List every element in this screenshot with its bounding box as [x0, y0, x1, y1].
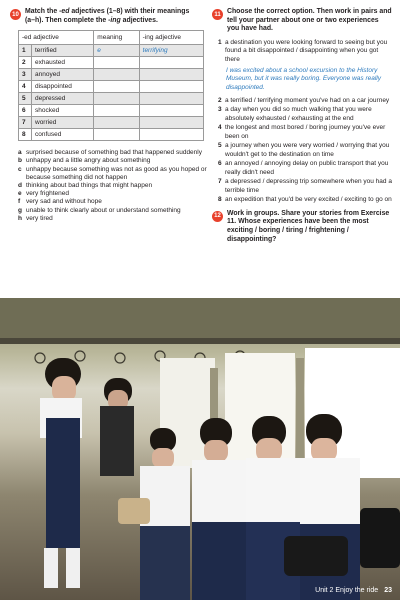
item-number: 8	[218, 196, 222, 204]
row-number: 4	[19, 81, 32, 93]
ing-adjective-cell[interactable]	[139, 81, 203, 93]
exercise-11-header	[212, 8, 392, 34]
exercise-item	[218, 178, 392, 195]
exercise-item	[218, 124, 392, 141]
item-text: a day when you did so much walking that you were absolutely exhausted / exhausting at the end	[225, 106, 372, 122]
ed-adjective-cell: depressed	[32, 93, 94, 105]
item-text: the longest and most bored / boring journey you've ever been on	[225, 124, 386, 140]
table-row	[19, 117, 204, 129]
definition-text: very tired	[26, 214, 53, 222]
item-text: a destination you were looking forward to seeing but you found a bit disappointed / disappointing when you got there	[225, 38, 388, 63]
exercise-item	[218, 196, 392, 204]
item-number: 6	[218, 160, 222, 168]
definitions-list	[18, 149, 208, 223]
item-text: a journey when you were very worried / worrying that you wouldn't get to the destination on time	[225, 142, 390, 158]
definition-item	[18, 190, 208, 198]
meaning-answer-cell[interactable]	[94, 81, 139, 93]
row-number: 1	[19, 45, 32, 57]
exercise-10-instructions: Match the -ed adjectives (1–8) with their meanings (a–h). Then complete the -ing adjectives.	[25, 8, 190, 24]
ed-adjective-cell: shocked	[32, 105, 94, 117]
ing-adjective-cell[interactable]	[139, 57, 203, 69]
ing-adjective-cell[interactable]	[139, 105, 203, 117]
table-header-row	[19, 31, 204, 45]
item-number: 1	[218, 38, 222, 46]
meaning-answer-cell[interactable]: e	[94, 45, 139, 57]
definition-item	[18, 182, 208, 190]
definition-text: unable to think clearly about or understand something	[26, 206, 181, 214]
definition-item	[18, 157, 208, 165]
exercise-11-items	[218, 38, 392, 205]
definition-letter: b	[18, 157, 22, 165]
page-footer	[315, 587, 392, 594]
exercise-item	[218, 96, 392, 105]
item-number: 2	[218, 96, 222, 104]
definition-item	[18, 215, 208, 223]
exercise-10-header	[10, 8, 200, 25]
adjective-table	[18, 30, 204, 141]
row-number: 2	[19, 57, 32, 69]
exercise-item	[218, 106, 392, 123]
col-header-meaning: meaning	[94, 31, 139, 45]
row-number: 5	[19, 93, 32, 105]
item-number: 3	[218, 106, 222, 114]
ing-adjective-cell[interactable]	[139, 117, 203, 129]
definition-text: very frightened	[26, 190, 69, 198]
meaning-answer-cell[interactable]	[94, 129, 139, 141]
meaning-answer-cell[interactable]	[94, 105, 139, 117]
definition-item	[18, 149, 208, 157]
exercise-number-badge: 10	[10, 9, 21, 20]
item-number: 7	[218, 178, 222, 186]
definition-item	[18, 207, 208, 215]
definition-letter: d	[18, 182, 22, 189]
table-row	[19, 69, 204, 81]
row-number: 3	[19, 69, 32, 81]
definition-item	[18, 166, 208, 182]
item-text: an annoyed / annoying delay on public transport that you really didn't need	[225, 160, 389, 176]
exercise-item	[218, 160, 392, 177]
definition-letter: g	[18, 206, 22, 214]
definition-letter: h	[18, 214, 22, 222]
definition-text: surprised because of something bad that happened suddenly	[26, 149, 202, 157]
exercise-item	[218, 38, 392, 64]
table-row	[19, 81, 204, 93]
meaning-answer-cell[interactable]	[94, 57, 139, 69]
row-number: 8	[19, 129, 32, 141]
unit-label: Unit 2 Enjoy the ride	[315, 587, 379, 594]
ing-adjective-cell[interactable]: terrifying	[139, 45, 203, 57]
ed-adjective-cell: confused	[32, 129, 94, 141]
row-number: 6	[19, 105, 32, 117]
item-text: a terrified / terrifying moment you've had on a car journey	[225, 96, 390, 104]
meaning-answer-cell[interactable]	[94, 117, 139, 129]
ed-adjective-cell: exhausted	[32, 57, 94, 69]
col-header-ing: -ing adjective	[139, 31, 203, 45]
definition-item	[18, 198, 208, 206]
item-number: 5	[218, 142, 222, 150]
meaning-answer-cell[interactable]	[94, 69, 139, 81]
ed-adjective-cell: annoyed	[32, 69, 94, 81]
exercise-number-badge: 11	[212, 9, 223, 20]
exercise-10	[10, 8, 207, 223]
page-number: 23	[384, 587, 392, 594]
photo-illustration	[0, 298, 400, 600]
train-students-photo	[0, 298, 400, 600]
meaning-answer-cell[interactable]	[94, 93, 139, 105]
ed-adjective-cell: disappointed	[32, 81, 94, 93]
item-text: an expedition that you'd be very excited / exciting to go on	[225, 196, 392, 204]
example-answer: I was excited about a school excursion to the History Museum, but it was really boring. Everyone was really disappointed.	[226, 67, 381, 91]
table-row	[19, 129, 204, 141]
table-row	[19, 57, 204, 69]
ing-adjective-cell[interactable]	[139, 129, 203, 141]
table-row	[19, 93, 204, 105]
exercise-12-instructions: Work in groups. Share your stories from Exercise 11. Whose experiences have been the most exciting / boring / tiring / frightening / disappointing?	[227, 209, 390, 243]
item-number: 4	[218, 124, 222, 132]
definition-letter: f	[18, 198, 21, 206]
exercise-11	[212, 8, 392, 244]
definition-text: thinking about bad things that might happen	[26, 182, 153, 189]
table-row	[19, 45, 204, 57]
definition-letter: c	[18, 165, 22, 173]
definition-text: unhappy because something was not as good as you hoped or because something did not happen	[26, 165, 207, 181]
ed-adjective-cell: worried	[32, 117, 94, 129]
exercise-item	[218, 142, 392, 159]
row-number: 7	[19, 117, 32, 129]
ing-adjective-cell[interactable]	[139, 93, 203, 105]
exercise-11-instructions: Choose the correct option. Then work in pairs and tell your partner about one or two experiences you have had.	[227, 8, 392, 33]
ing-adjective-cell[interactable]	[139, 69, 203, 81]
exercise-number-badge: 12	[212, 211, 223, 222]
definition-letter: a	[18, 149, 22, 157]
definition-letter: e	[18, 190, 22, 198]
ed-adjective-cell: terrified	[32, 45, 94, 57]
col-header-ed: -ed adjective	[19, 31, 94, 45]
item-text: a depressed / depressing trip somewhere when you had a terrible time	[225, 178, 392, 194]
definition-text: very sad and without hope	[26, 198, 102, 206]
exercise-12-header	[212, 210, 392, 244]
table-row	[19, 105, 204, 117]
definition-text: unhappy and a little angry about something	[26, 157, 151, 165]
